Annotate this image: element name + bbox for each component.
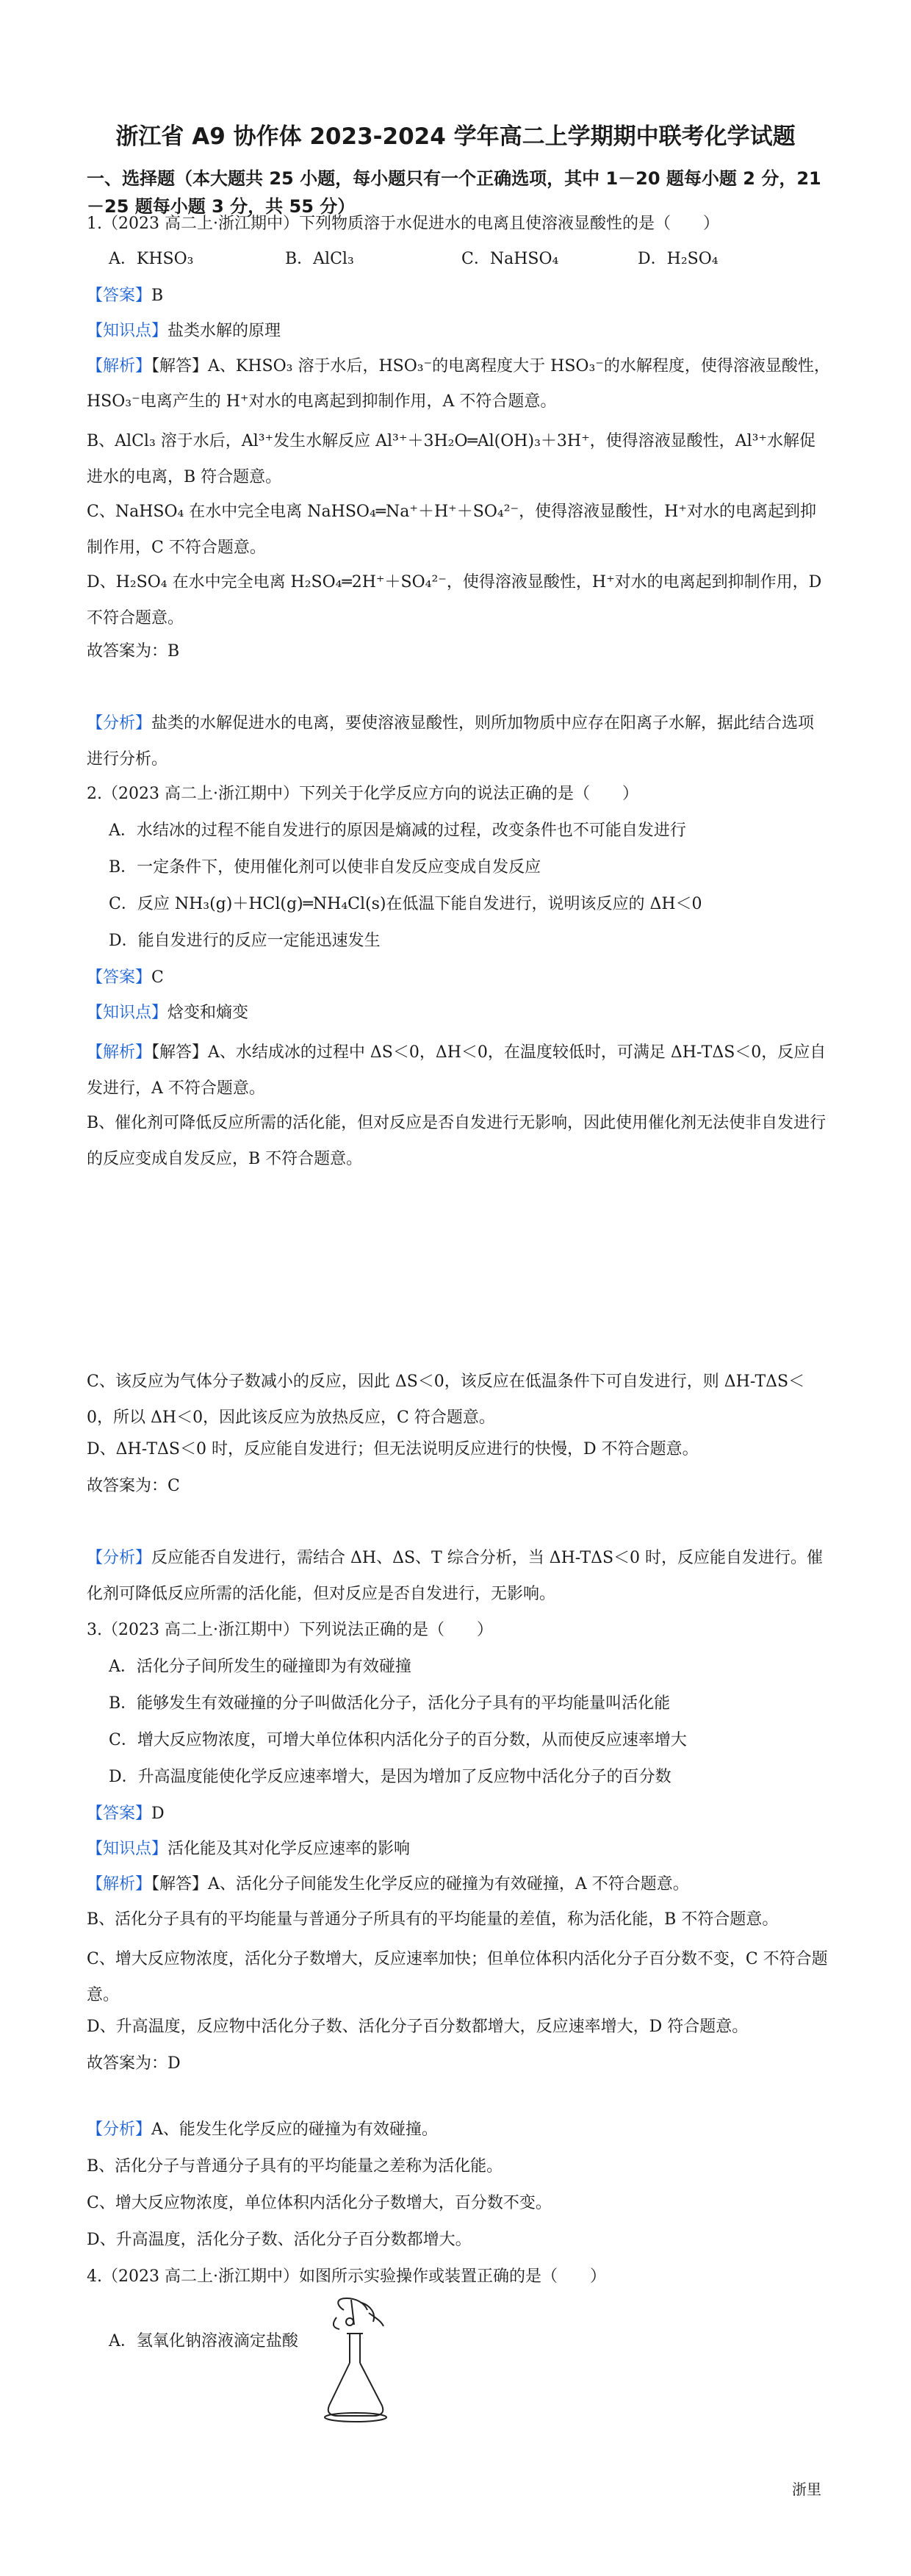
knowledge-tag: 【知识点】 <box>87 1840 168 1858</box>
q2-answer: 【答案】C <box>87 968 164 987</box>
answer-tag: 【答案】 <box>87 1805 152 1823</box>
q1-option-a: A．KHSO₃ <box>109 250 194 268</box>
knowledge-tag: 【知识点】 <box>87 1004 168 1022</box>
q3-explanation-4: D、升高温度，反应物中活化分子数、活化分子百分数都增大，反应速率增大，D 符合题意。 <box>87 2018 749 2036</box>
page-footer: 浙里 <box>792 2480 821 2498</box>
q3-explanation-2: B、活化分子具有的平均能量与普通分子所具有的平均能量的差值，称为活化能，B 不符合题意。 <box>87 1910 779 1929</box>
q1-stem: 1.（2023 高二上·浙江期中）下列物质溶于水促进水的电离且使溶液显酸性的是（ ） <box>87 215 719 233</box>
q2-explanation-1: 【解析】【解答】A、水结成冰的过程中 ΔS＜0，ΔH＜0，在温度较低时，可满足 ΔH-TΔS＜0，反应自发进行，A 不符合题意。 <box>87 1043 827 1098</box>
fenxi-tag: 【分析】 <box>87 2120 152 2139</box>
q2-conclusion: 故答案为：C <box>87 1477 180 1495</box>
answer-tag: 【答案】 <box>87 968 152 987</box>
analysis-tag: 【解析】 <box>87 1043 152 1062</box>
q3-analysis-4: D、升高温度，活化分子数、活化分子百分数都增大。 <box>87 2231 472 2249</box>
q1-answer: 【答案】B <box>87 287 164 305</box>
q1-explanation-3: B、AlCl₃ 溶于水后，Al³⁺发生水解反应 Al³⁺＋3H₂O═Al(OH)₃＋3H⁺，使得溶液显酸性，Al³⁺水解促进水的电离，B 符合题意。 <box>87 432 816 486</box>
q2-option-c: C．反应 NH₃(g)＋HCl(g)═NH₄Cl(s)在低温下能自发进行，说明该反应的 ΔH＜0 <box>109 895 702 913</box>
q3-analysis-3: C、增大反应物浓度，单位体积内活化分子数增大，百分数不变。 <box>87 2194 552 2212</box>
answer-tag: 【答案】 <box>87 287 152 305</box>
q3-knowledge: 【知识点】活化能及其对化学反应速率的影响 <box>87 1840 411 1858</box>
q3-conclusion: 故答案为：D <box>87 2054 181 2073</box>
q2-knowledge: 【知识点】焓变和熵变 <box>87 1004 249 1022</box>
q3-analysis-2: B、活化分子与普通分子具有的平均能量之差称为活化能。 <box>87 2157 503 2176</box>
q1-knowledge: 【知识点】盐类水解的原理 <box>87 322 281 340</box>
q2-explanation-4: D、ΔH-TΔS＜0 时，反应能自发进行；但无法说明反应进行的快慢，D 不符合题意。 <box>87 1440 699 1458</box>
titration-flask-illustration <box>322 2295 389 2425</box>
section-heading: 一、选择题（本大题共 25 小题，每小题只有一个正确选项，其中 1－20 题每小题 2 分，21－25 题每小题 3 分，共 55 分） <box>87 168 821 217</box>
q3-option-c: C．增大反应物浓度，可增大单位体积内活化分子的百分数，从而使反应速率增大 <box>109 1731 687 1749</box>
q4-stem: 4.（2023 高二上·浙江期中）如图所示实验操作或装置正确的是（ ） <box>87 2267 606 2286</box>
q3-explanation-3: C、增大反应物浓度，活化分子数增大，反应速率加快；但单位体积内活化分子百分数不变，C 不符合题意。 <box>87 1950 828 2004</box>
q1-explanation-1: 【解析】【解答】A、KHSO₃ 溶于水后，HSO₃⁻的电离程度大于 HSO₃⁻的水解程度，使得溶液显酸性， <box>87 357 830 375</box>
q3-stem: 3.（2023 高二上·浙江期中）下列说法正确的是（ ） <box>87 1621 493 1639</box>
q3-answer: 【答案】D <box>87 1805 165 1823</box>
page-title: 浙江省 A9 协作体 2023-2024 学年高二上学期期中联考化学试题 <box>115 123 796 150</box>
fenxi-tag: 【分析】 <box>87 714 152 733</box>
q1-option-c: C．NaHSO₄ <box>461 250 559 268</box>
q2-explanation-2: B、催化剂可降低反应所需的活化能，但对反应是否自发进行无影响，因此使用催化剂无法使非自发进行的反应变成自发反应，B 不符合题意。 <box>87 1114 827 1168</box>
fenxi-tag: 【分析】 <box>87 1549 152 1567</box>
q1-option-d: D．H₂SO₄ <box>638 250 719 268</box>
analysis-tag: 【解析】 <box>87 1875 152 1893</box>
q4-option-a: A．氢氧化钠溶液滴定盐酸 <box>109 2332 298 2350</box>
q2-stem: 2.（2023 高二上·浙江期中）下列关于化学反应方向的说法正确的是（ ） <box>87 785 638 803</box>
q2-option-b: B．一定条件下，使用催化剂可以使非自发反应变成自发反应 <box>109 858 541 877</box>
q1-option-b: B．AlCl₃ <box>285 250 354 268</box>
q1-conclusion: 故答案为：B <box>87 642 180 661</box>
q2-analysis: 【分析】反应能否自发进行，需结合 ΔH、ΔS、T 综合分析，当 ΔH-TΔS＜0 时，反应能自发进行。催化剂可降低反应所需的活化能，但对反应是否自发进行，无影响。 <box>87 1549 824 1603</box>
q3-option-b: B．能够发生有效碰撞的分子叫做活化分子，活化分子具有的平均能量叫活化能 <box>109 1694 671 1713</box>
q1-explanation-2: HSO₃⁻电离产生的 H⁺对水的电离起到抑制作用，A 不符合题意。 <box>87 392 557 411</box>
q3-explanation-1: 【解析】【解答】A、活化分子间能发生化学反应的碰撞为有效碰撞，A 不符合题意。 <box>87 1875 689 1893</box>
q2-option-a: A．水结冰的过程不能自发进行的原因是熵减的过程，改变条件也不可能自发进行 <box>109 821 686 840</box>
q2-option-d: D．能自发进行的反应一定能迅速发生 <box>109 932 381 950</box>
q3-analysis-1: 【分析】A、能发生化学反应的碰撞为有效碰撞。 <box>87 2120 438 2139</box>
q1-explanation-5: D、H₂SO₄ 在水中完全电离 H₂SO₄═2H⁺＋SO₄²⁻，使得溶液显酸性，H⁺对水的电离起到抑制作用，D 不符合题意。 <box>87 573 822 627</box>
q1-analysis: 【分析】盐类的水解促进水的电离，要使溶液显酸性，则所加物质中应存在阳离子水解，据此结合选项进行分析。 <box>87 714 815 769</box>
q3-option-a: A．活化分子间所发生的碰撞即为有效碰撞 <box>109 1658 411 1676</box>
q2-explanation-3: C、该反应为气体分子数减小的反应，因此 ΔS＜0，该反应在低温条件下可自发进行，则 ΔH-TΔS＜0，所以 ΔH＜0，因此该反应为放热反应，C 符合题意。 <box>87 1372 805 1427</box>
knowledge-tag: 【知识点】 <box>87 322 168 340</box>
analysis-tag: 【解析】 <box>87 357 152 375</box>
q1-explanation-4: C、NaHSO₄ 在水中完全电离 NaHSO₄═Na⁺＋H⁺＋SO₄²⁻，使得溶液显酸性，H⁺对水的电离起到抑制作用，C 不符合题意。 <box>87 503 816 557</box>
q1-options <box>109 248 851 270</box>
q3-option-d: D．升高温度能使化学反应速率增大，是因为增加了反应物中活化分子的百分数 <box>109 1768 671 1786</box>
